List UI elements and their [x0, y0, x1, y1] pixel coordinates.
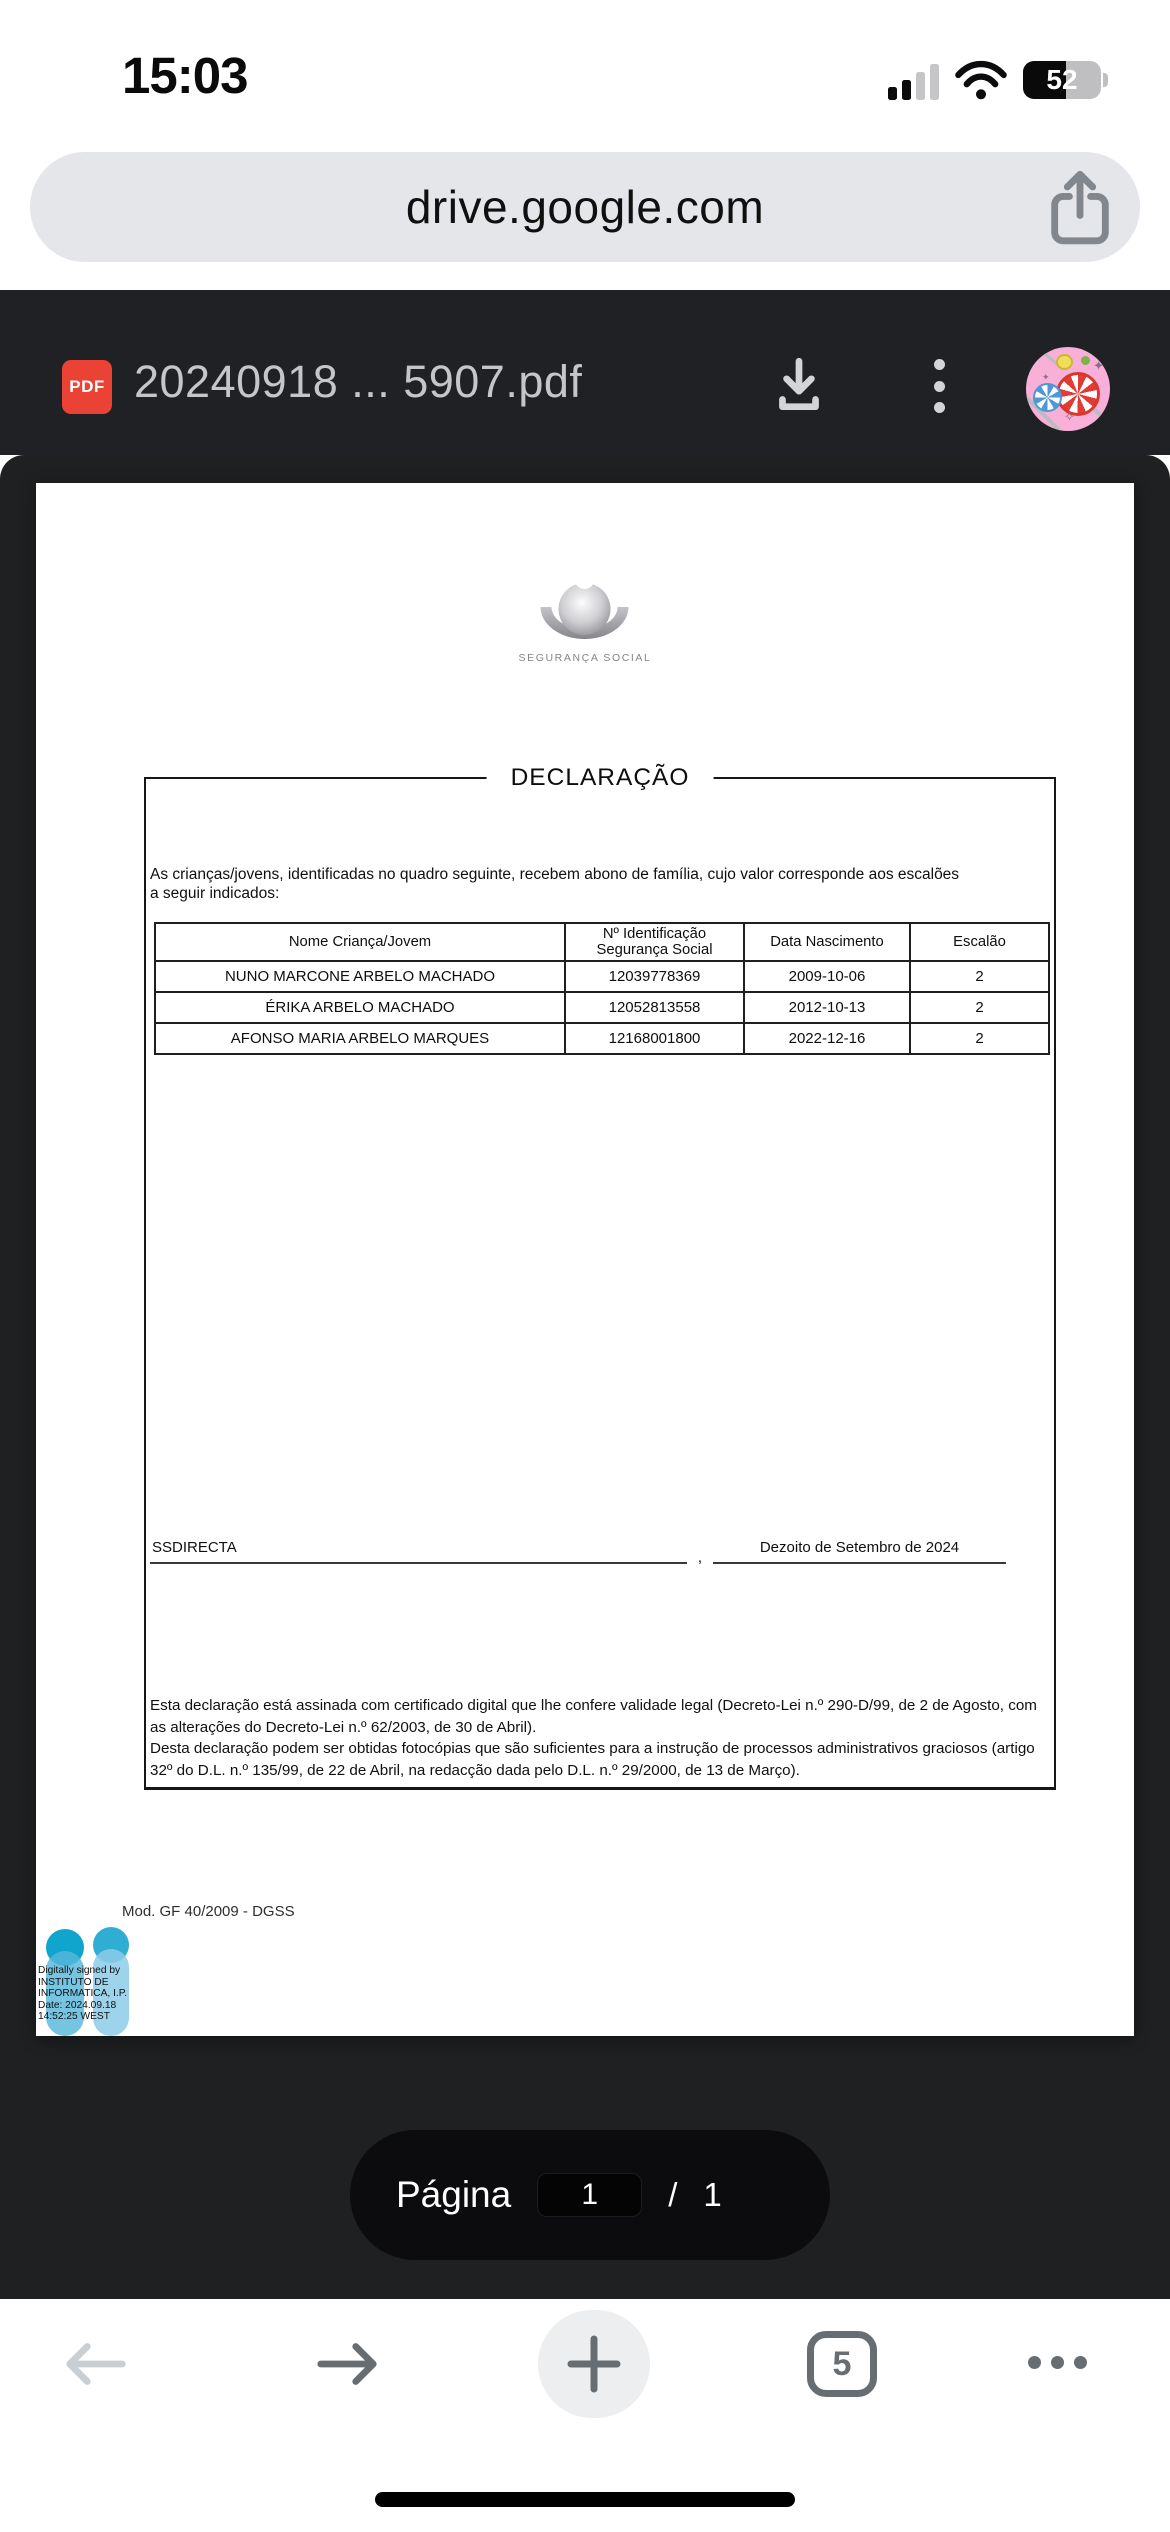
legal-notice [150, 1695, 1054, 1781]
wifi-icon [955, 60, 1007, 100]
more-options-button[interactable] [928, 356, 950, 416]
cell-bracket: 2 [910, 992, 1049, 1023]
tab-switcher-button[interactable] [807, 2331, 877, 2397]
account-avatar[interactable] [1026, 347, 1110, 431]
cell-niss: 12039778369 [565, 961, 744, 992]
table-row [155, 961, 1049, 992]
table-row [155, 992, 1049, 1023]
dot [934, 402, 945, 413]
cell-birthdate: 2012-10-13 [744, 992, 910, 1023]
legal-line-4: 32º do D.L. n.º 135/99, de 22 de Abril, na redacção dada pelo D.L. n.º 29/2000, de 13 de Março). [150, 1761, 800, 1779]
declaration-heading: DECLARAÇÃO [487, 760, 714, 796]
intro-line-2: a seguir indicados: [150, 885, 280, 903]
cell-birthdate: 2022-12-16 [744, 1023, 910, 1054]
stamp-line-2: INSTITUTO DE [38, 1976, 109, 1988]
cellular-signal-icon [888, 60, 939, 100]
col-header-bracket: Escalão [910, 923, 1049, 961]
battery-icon [1023, 61, 1108, 99]
share-button[interactable] [1050, 169, 1110, 245]
forward-button[interactable] [313, 2335, 381, 2393]
stamp-line-1: Digitally signed by [38, 1965, 121, 1976]
form-model-reference: Mod. GF 40/2009 - DGSS [122, 1903, 295, 1920]
children-table [154, 922, 1050, 1055]
cell-name: AFONSO MARIA ARBELO MARQUES [155, 1023, 565, 1054]
sparkle-icon: ✧ [1064, 409, 1075, 424]
table-header-row [155, 923, 1049, 961]
blue-lollipop-icon [1033, 383, 1062, 412]
drive-viewer-header [0, 290, 1170, 455]
plus-icon [564, 2333, 624, 2395]
page-label: Página [396, 2174, 512, 2215]
tab-count: 5 [832, 2344, 852, 2383]
digital-signature-stamp [38, 1927, 168, 2036]
back-arrow-icon [62, 2335, 130, 2393]
col-header-name: Nome Criança/Jovem [155, 923, 565, 961]
sparkle-icon: ✦ [1093, 358, 1104, 373]
intro-line-1: As crianças/jovens, identificadas no quadro seguinte, recebem abono de família, cujo valor corresponde aos escalões [150, 866, 960, 883]
seguranca-social-emblem-icon [537, 579, 633, 641]
stamp-line-4: Date: 2024.09.18 [38, 1999, 117, 2011]
legal-line-3: Desta declaração podem ser obtidas fotocópias que são suficientes para a instrução de processos administrativos graciosos (artigo [150, 1740, 1035, 1758]
dot [934, 359, 945, 370]
pdf-badge-label: PDF [69, 377, 105, 396]
battery-cap [1103, 73, 1108, 87]
battery-percent: 52 [1046, 64, 1078, 95]
home-indicator[interactable] [375, 2492, 795, 2507]
status-icons [888, 56, 1108, 104]
cell-bracket: 2 [910, 961, 1049, 992]
share-icon [1050, 169, 1110, 245]
browser-toolbar [0, 2299, 1170, 2532]
stamp-line-3: INFORMATICA, I.P. [38, 1988, 128, 2000]
forward-arrow-icon [313, 2335, 381, 2393]
download-button[interactable] [768, 352, 830, 418]
page-indicator-pill [350, 2130, 830, 2260]
legal-line-2: as alterações do Decreto-Lei n.º 62/2003, de 30 de Abril). [150, 1718, 537, 1736]
legal-line-1: Esta declaração está assinada com certificado digital que lhe confere validade legal (Decreto-Lei n.º 290-D/99, de 2 de Agosto, com [150, 1697, 1037, 1714]
red-lollipop-icon [1056, 372, 1100, 416]
dot [934, 381, 945, 392]
seguranca-social-logo [519, 579, 652, 664]
signature-separator: , [697, 1549, 703, 1566]
dot [1074, 2356, 1087, 2369]
page-separator: / [668, 2176, 678, 2213]
col-header-niss-line1: Nº Identificação [602, 925, 707, 942]
cell-bracket: 2 [910, 1023, 1049, 1054]
stamp-text [38, 1965, 168, 2023]
table-row [155, 1023, 1049, 1054]
dot [1051, 2356, 1064, 2369]
col-header-niss-line2: Segurança Social [596, 942, 713, 958]
status-bar [0, 0, 1170, 150]
cell-name: ÉRIKA ARBELO MACHADO [155, 992, 565, 1023]
page-total: 1 [703, 2176, 722, 2213]
new-tab-button[interactable] [538, 2310, 650, 2418]
browser-address-row [0, 150, 1170, 290]
page-number-input[interactable] [537, 2173, 642, 2217]
cell-name: NUNO MARCONE ARBELO MACHADO [155, 961, 565, 992]
url-text: drive.google.com [405, 181, 765, 233]
cell-niss: 12052813558 [565, 992, 744, 1023]
dot [1028, 2356, 1041, 2369]
green-candy-icon [1081, 356, 1090, 365]
col-header-niss [565, 923, 744, 961]
issue-date: Dezoito de Setembro de 2024 [713, 1539, 1006, 1564]
cell-niss: 12168001800 [565, 1023, 744, 1054]
sparkle-icon: ✦ [1042, 372, 1050, 382]
stamp-line-5: 14:52:25 WEST [38, 2011, 110, 2023]
file-title: 20240918 ... 5907.pdf [134, 356, 583, 407]
cell-birthdate: 2009-10-06 [744, 961, 910, 992]
address-bar[interactable] [30, 152, 1140, 262]
signature-row [150, 1539, 1052, 1564]
back-button[interactable] [62, 2335, 130, 2393]
download-icon [768, 352, 830, 418]
col-header-birthdate: Data Nascimento [744, 923, 910, 961]
pdf-file-icon [62, 360, 112, 414]
pdf-page [36, 483, 1134, 2036]
clock: 15:03 [122, 47, 248, 104]
browser-menu-button[interactable] [1028, 2356, 1106, 2372]
logo-caption: SEGURANÇA SOCIAL [518, 652, 652, 664]
intro-paragraph [150, 865, 1052, 903]
signer-name: SSDIRECTA [150, 1539, 687, 1564]
pdf-viewer-canvas[interactable] [0, 455, 1170, 2299]
yellow-candy-icon [1056, 354, 1073, 370]
